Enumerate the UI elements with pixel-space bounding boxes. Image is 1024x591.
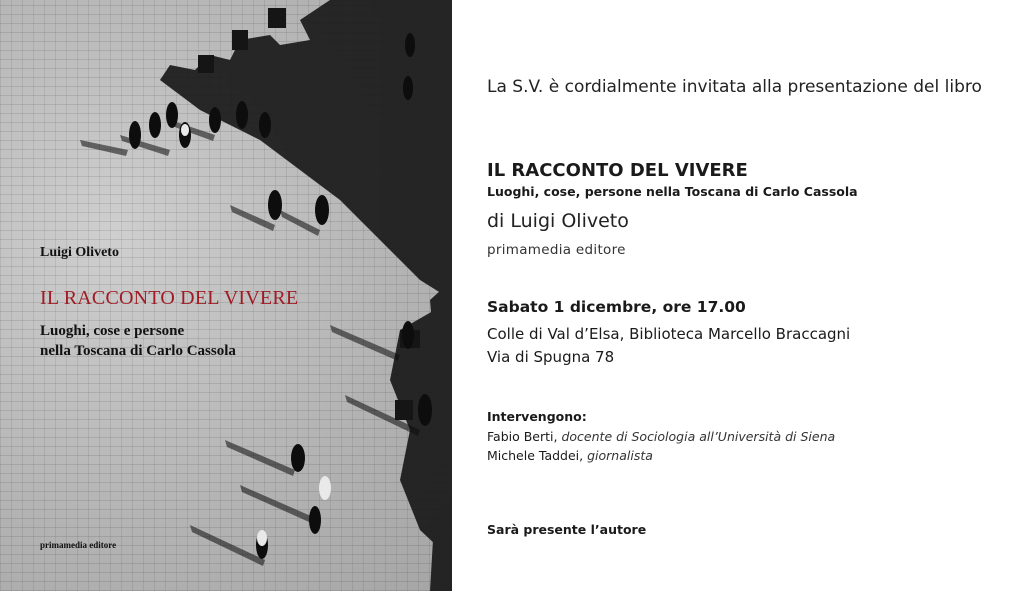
- invitation-intro: La S.V. è cordialmente invitata alla presentazione del libro: [487, 77, 982, 97]
- event-street: Via di Spugna 78: [487, 348, 615, 366]
- speaker-name: Michele Taddei,: [487, 448, 584, 463]
- book-subtitle: Luoghi, cose, persone nella Toscana di Carlo Cassola: [487, 184, 858, 199]
- cover-subtitle-line-2: nella Toscana di Carlo Cassola: [40, 343, 236, 359]
- speaker-line: [487, 429, 835, 444]
- book-cover: [0, 0, 452, 591]
- event-date: Sabato 1 dicembre, ore 17.00: [487, 298, 746, 316]
- speaker-line: [487, 448, 653, 463]
- speaker-role: docente di Sociologia all’Università di Siena: [561, 429, 836, 444]
- author-presence-note: Sarà presente l’autore: [487, 522, 647, 537]
- book-title: IL RACCONTO DEL VIVERE: [487, 160, 748, 181]
- speakers-heading: Intervengono:: [487, 409, 587, 424]
- speaker-name: Fabio Berti,: [487, 429, 558, 444]
- cover-subtitle-line-1: Luoghi, cose e persone: [40, 323, 185, 339]
- speaker-role: giornalista: [587, 448, 653, 463]
- event-place: Colle di Val d’Elsa, Biblioteca Marcello Braccagni: [487, 325, 851, 343]
- book-author: di Luigi Oliveto: [487, 210, 629, 232]
- cover-title: IL RACCONTO DEL VIVERE: [40, 287, 299, 309]
- cover-author: Luigi Oliveto: [40, 245, 119, 260]
- cover-publisher: primamedia editore: [40, 540, 117, 550]
- book-publisher: primamedia editore: [487, 242, 626, 258]
- cover-subtitle: [40, 321, 236, 361]
